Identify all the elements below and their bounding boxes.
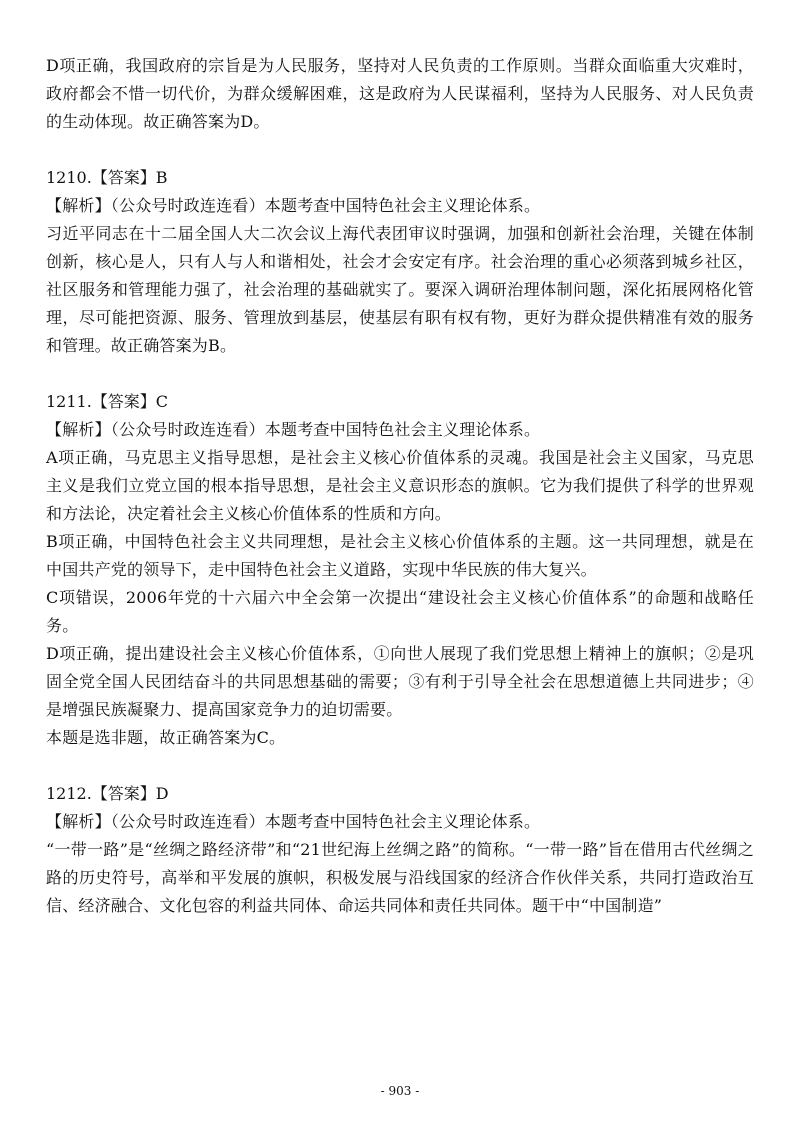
paragraph: 习近平同志在十二届全国人大二次会议上海代表团审议时强调，加强和创新社会治理，关键在体制创新，核心是人，只有人与人和谐相处，社会才会安定有序。社会治理的重心必须落到城乡社区，社区服务和管理能力强了，社会治理的基础就实了。要深入调研治理体制问题，深化拓展网格化管理，尽可能把资源、服务、管理放到基层，使基层有职有权有物，更好为群众提供精准有效的服务和管理。故正确答案为B。: [46, 224, 754, 355]
answer-heading: 1211.【答案】C: [46, 392, 169, 411]
paragraph: D项正确，提出建设社会主义核心价值体系，①向世人展现了我们党思想上精神上的旗帜；②是巩固全党全国人民团结奋斗的共同思想基础的需要；③有利于引导全社会在思想道德上共同进步；④是增强民族凝聚力、提高国家竞争力的迫切需要。: [46, 644, 754, 719]
paragraph: D项正确，我国政府的宗旨是为人民服务，坚持对人民负责的工作原则。当群众面临重大灾难时，政府都会不惜一切代价，为群众缓解困难，这是政府为人民谋福利，坚持为人民服务、对人民负责的生动体现。故正确答案为D。: [46, 56, 754, 131]
paragraph: “一带一路”是“丝绸之路经济带”和“21世纪海上丝绸之路”的简称。“一带一路”旨在借用古代丝绸之路的历史符号，高举和平发展的旗帜，积极发展与沿线国家的经济合作伙伴关系，共同打造政治互信、经济融合、文化包容的利益共同体、命运共同体和责任共同体。题干中“中国制造”: [46, 840, 754, 915]
answer-heading: 1212.【答案】D: [46, 784, 169, 803]
paragraph: A项正确，马克思主义指导思想，是社会主义核心价值体系的灵魂。我国是社会主义国家，马克思主义是我们立党立国的根本指导思想，是社会主义意识形态的旗帜。它为我们提供了科学的世界观和方法论，决定着社会主义核心价值体系的性质和方向。: [46, 448, 754, 523]
section-spacer: [46, 752, 754, 780]
page-number: - 903 -: [380, 1084, 420, 1098]
paragraph: C项错误，2006年党的十六届六中全会第一次提出“建设社会主义核心价值体系”的命题和战略任务。: [46, 588, 754, 635]
section-spacer: [46, 360, 754, 388]
document-body: [46, 52, 754, 920]
paragraph: 本题是选非题，故正确答案为C。: [46, 728, 286, 747]
answer-heading: 1210.【答案】B: [46, 168, 168, 187]
paragraph: 【解析】（公众号时政连连看）本题考查中国特色社会主义理论体系。: [46, 812, 541, 831]
paragraph: 【解析】（公众号时政连连看）本题考查中国特色社会主义理论体系。: [46, 420, 541, 439]
section-spacer: [46, 136, 754, 164]
paragraph: B项正确，中国特色社会主义共同理想，是社会主义核心价值体系的主题。这一共同理想，就是在中国共产党的领导下，走中国特色社会主义道路，实现中华民族的伟大复兴。: [46, 532, 754, 579]
paragraph: 【解析】（公众号时政连连看）本题考查中国特色社会主义理论体系。: [46, 196, 541, 215]
